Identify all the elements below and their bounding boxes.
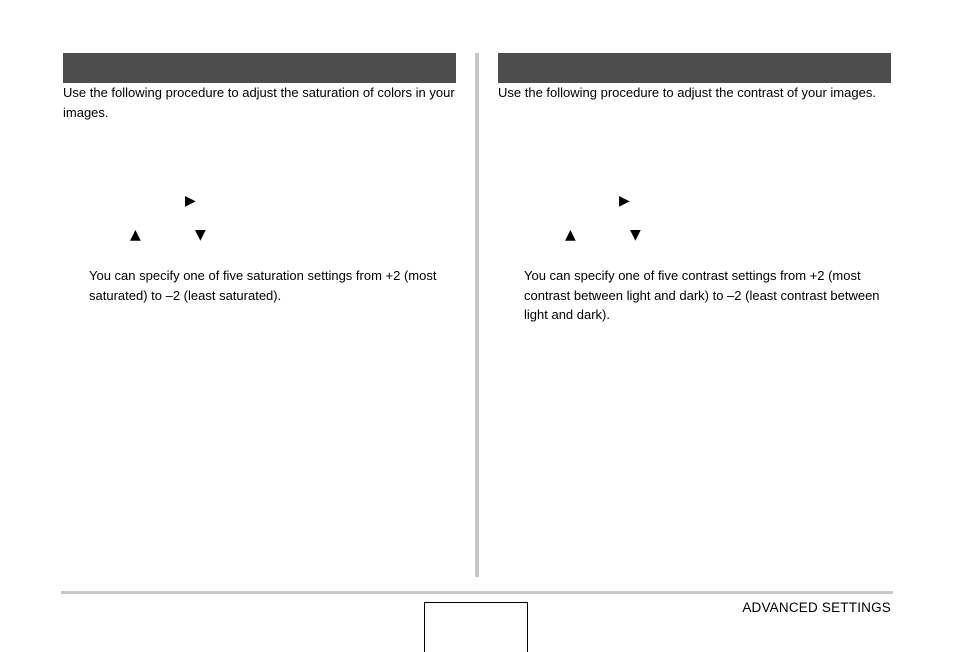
arrow-up-icon: ▲ bbox=[130, 227, 141, 243]
arrow-up-icon: ▲ bbox=[565, 227, 576, 243]
contrast-section-header bbox=[498, 53, 891, 83]
footer-section-label: ADVANCED SETTINGS bbox=[742, 600, 891, 615]
contrast-section bbox=[498, 53, 891, 322]
page-number-box bbox=[424, 602, 528, 652]
column-divider bbox=[475, 53, 479, 577]
saturation-section bbox=[63, 53, 456, 303]
contrast-note: You can specify one of five contrast settings from +2 (most contrast between light and dark) to –2 (least contrast between light and dark). bbox=[524, 268, 880, 322]
arrow-down-icon: ▼ bbox=[195, 227, 206, 243]
saturation-section-header bbox=[63, 53, 456, 83]
saturation-note: You can specify one of five saturation settings from +2 (most saturated) to –2 (least saturated). bbox=[89, 268, 437, 303]
contrast-intro: Use the following procedure to adjust the contrast of your images. bbox=[498, 85, 876, 100]
footer-rule bbox=[61, 591, 893, 594]
arrow-right-icon: ▶ bbox=[619, 193, 630, 209]
arrow-right-icon: ▶ bbox=[185, 193, 196, 209]
arrow-down-icon: ▼ bbox=[630, 227, 641, 243]
saturation-intro: Use the following procedure to adjust the saturation of colors in your images. bbox=[63, 85, 455, 120]
